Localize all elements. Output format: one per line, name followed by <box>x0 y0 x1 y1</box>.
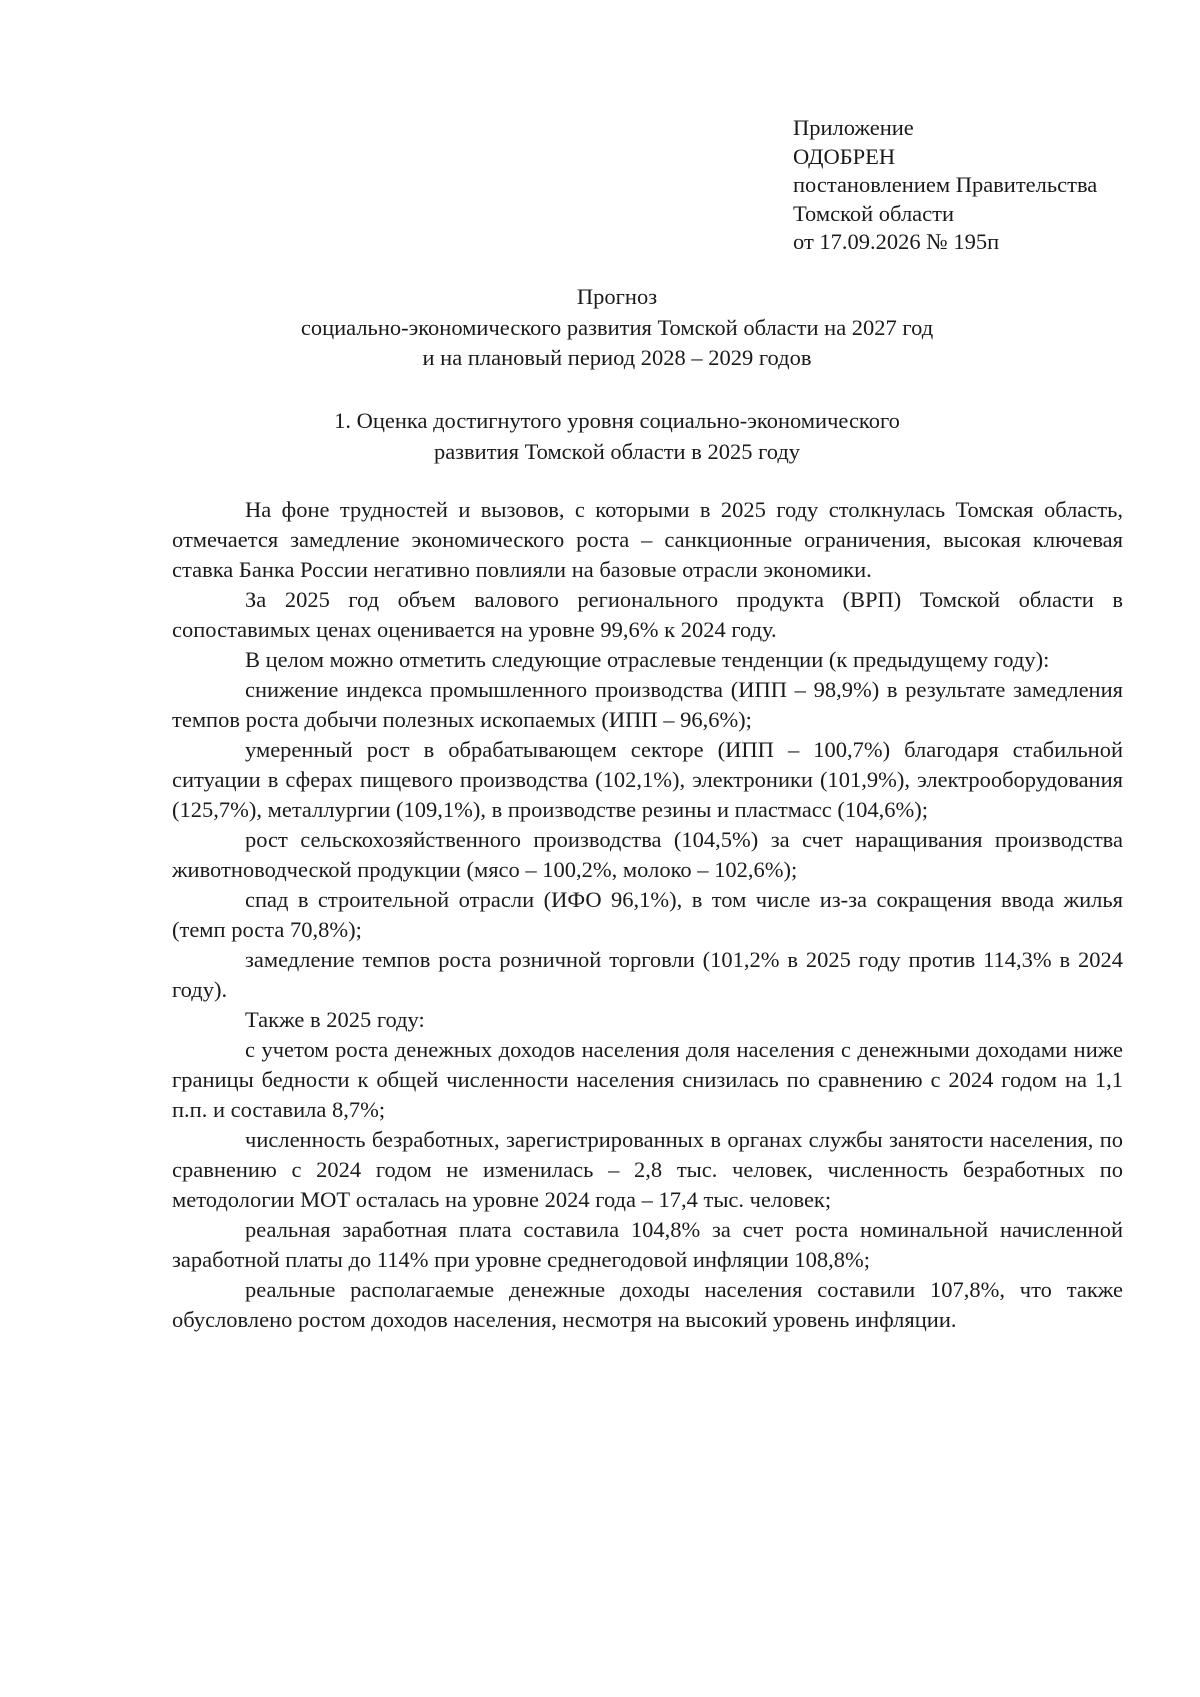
paragraph-also-2025: Также в 2025 году: <box>245 1007 425 1032</box>
document-body <box>172 495 1123 1335</box>
approval-line-region: Томской области <box>793 200 955 226</box>
approval-line-appendix: Приложение <box>793 115 914 140</box>
approval-line-date-number: от 17.09.2026 № 195п <box>793 229 1000 254</box>
paragraph-manufacturing: умеренный рост в обрабатывающем секторе (ИПП – 100,7%) благодаря стабильной ситуации в сферах пищевого производства (102,1%), электроники (101,9%), электрооборудования (125,7%), металлургии (109,1%), в производстве резины и пластмасс (104,6%); <box>172 737 1123 822</box>
paragraph-agriculture: рост сельскохозяйственного производства (104,5%) за счет наращивания производства животноводческой продукции (мясо – 100,2%, молоко – 102,6%); <box>172 827 1123 882</box>
paragraph-retail: замедление темпов роста розничной торговли (101,2% в 2025 году против 114,3% в 2024 году). <box>172 947 1123 1002</box>
paragraph-poverty: с учетом роста денежных доходов населения доля населения с денежными доходами ниже границы бедности к общей численности населения снизилась по сравнению с 2024 годом на 1,1 п.п. и составила 8,7%; <box>172 1037 1123 1122</box>
paragraph-disposable-income: реальные располагаемые денежные доходы населения составили 107,8%, что также обусловлено ростом доходов населения, несмотря на высокий уровень инфляции. <box>172 1277 1123 1332</box>
paragraph-intro: На фоне трудностей и вызовов, с которыми в 2025 году столкнулась Томская область, отмечается замедление экономического роста – санкционные ограничения, высокая ключевая ставка Банка России негативно повлияли на базовые отрасли экономики. <box>172 497 1123 582</box>
approval-line-resolution: постановлением Правительства <box>793 172 1098 197</box>
section-heading-line-2: развития Томской области в 2025 году <box>433 438 801 464</box>
approval-stamp <box>793 114 1097 257</box>
paragraph-real-wages: реальная заработная плата составила 104,8% за счет роста номинальной начисленной заработной платы до 114% при уровне среднегодовой инфляции 108,8%; <box>172 1217 1123 1272</box>
document-title <box>172 282 1062 374</box>
paragraph-trends-intro: В целом можно отметить следующие отраслевые тенденции (к предыдущему году): <box>245 647 1050 672</box>
title-line-3: и на плановый период 2028 – 2029 годов <box>422 345 812 370</box>
title-line-1: Прогноз <box>576 284 658 309</box>
approval-line-approved: ОДОБРЕН <box>793 143 896 169</box>
paragraph-grp: За 2025 год объем валового регионального продукта (ВРП) Томской области в сопоставимых ценах оценивается на уровне 99,6% к 2024 году. <box>172 587 1123 642</box>
section-heading <box>172 406 1062 467</box>
paragraph-construction: спад в строительной отрасли (ИФО 96,1%), в том числе из-за сокращения ввода жилья (темп роста 70,8%); <box>172 887 1123 942</box>
paragraph-unemployment: численность безработных, зарегистрированных в органах службы занятости населения, по сравнению с 2024 годом не изменилась – 2,8 тыс. человек, численность безработных по методологии МОТ осталась на уровне 2024 года – 17,4 тыс. человек; <box>172 1127 1123 1212</box>
paragraph-industrial-index: снижение индекса промышленного производства (ИПП – 98,9%) в результате замедления темпов роста добычи полезных ископаемых (ИПП – 96,6%); <box>172 677 1123 732</box>
title-line-2: социально-экономического развития Томской области на 2027 год <box>300 314 934 340</box>
section-heading-line-1: 1. Оценка достигнутого уровня социально-экономического <box>334 408 900 433</box>
